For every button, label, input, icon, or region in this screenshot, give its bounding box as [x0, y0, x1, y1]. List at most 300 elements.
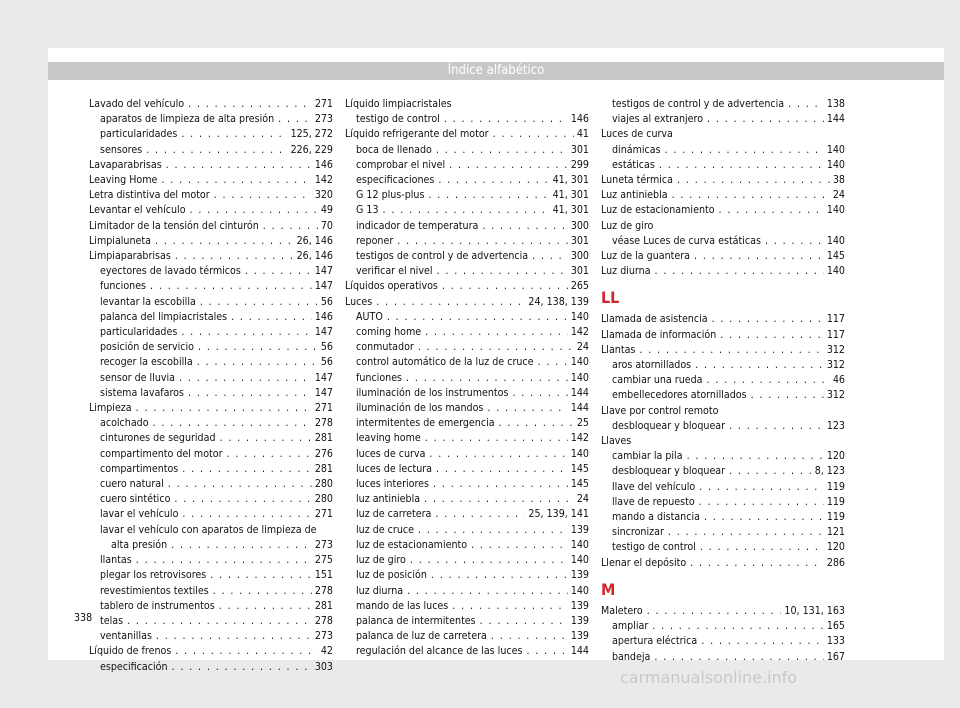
index-entry — [601, 510, 845, 525]
entry-pages: 56 — [320, 356, 333, 369]
entry-pages: 300 — [570, 250, 589, 263]
index-entry: Líquido limpiacristales — [345, 98, 452, 110]
entry-pages: 139 — [570, 599, 589, 612]
dot-leader — [424, 492, 574, 507]
entry-pages: 145 — [570, 462, 589, 475]
entry-pages: 280 — [314, 493, 333, 506]
dot-leader — [171, 660, 311, 675]
index-entry — [345, 158, 589, 173]
entry-term: especificaciones — [356, 174, 435, 187]
entry-pages: 312 — [826, 389, 845, 402]
dot-leader — [156, 629, 312, 644]
entry-pages: 140 — [570, 356, 589, 369]
dot-leader — [406, 371, 568, 386]
dot-leader — [436, 462, 568, 477]
dot-leader — [166, 158, 312, 173]
entry-pages: 56 — [320, 341, 333, 354]
index-entry — [89, 355, 333, 370]
index-entry — [89, 553, 333, 568]
index-entry — [89, 188, 333, 203]
index-entry — [345, 340, 589, 355]
entry-term: control automático de la luz de cruce — [356, 356, 534, 369]
page-number: 338 — [74, 612, 93, 624]
entry-term: Líquido de frenos — [89, 645, 172, 658]
entry-pages: 147 — [314, 280, 333, 293]
dot-leader — [214, 188, 312, 203]
entry-pages: 24 — [576, 341, 589, 354]
entry-term: testigo de control — [612, 541, 696, 554]
index-entry — [89, 507, 333, 522]
index-entry — [89, 477, 333, 492]
index-entry — [601, 495, 845, 510]
entry-pages: 265 — [570, 280, 589, 293]
entry-term: mando a distancia — [612, 511, 700, 524]
entry-pages: 140 — [570, 310, 589, 323]
index-entry — [89, 249, 333, 264]
dot-leader — [383, 203, 550, 218]
entry-term: cambiar una rueda — [612, 374, 703, 387]
entry-pages: 26, 146 — [296, 250, 333, 263]
entry-term: Luz de la guantera — [601, 250, 690, 263]
entry-term: palanca de intermitentes — [356, 614, 476, 627]
dot-leader — [480, 614, 568, 629]
entry-term: Limpiaparabrisas — [89, 250, 171, 263]
entry-term: cambiar la pila — [612, 450, 683, 463]
entry-pages: 140 — [570, 371, 589, 384]
index-entry — [345, 614, 589, 629]
index-entry — [89, 97, 333, 112]
entry-term: leaving home — [356, 432, 421, 445]
dot-leader — [665, 143, 824, 158]
watermark: carmanualsonline.info — [620, 668, 798, 687]
entry-term: aparatos de limpieza de alta presión — [100, 113, 275, 126]
dot-leader — [219, 599, 312, 614]
entry-pages: 144 — [570, 645, 589, 658]
dot-leader — [712, 312, 824, 327]
index-column-3 — [601, 97, 845, 665]
dot-leader — [227, 447, 312, 462]
entry-pages: 300 — [570, 219, 589, 232]
dot-leader — [639, 343, 823, 358]
entry-pages: 281 — [314, 599, 333, 612]
page-header: Índice alfabético — [48, 62, 944, 80]
dot-leader — [491, 629, 568, 644]
entry-term: luz de estacionamiento — [356, 538, 468, 551]
entry-term: sistema lavafaros — [100, 386, 184, 399]
index-entry — [89, 173, 333, 188]
dot-leader — [425, 325, 568, 340]
index-entry — [345, 538, 589, 553]
dot-leader — [171, 538, 312, 553]
dot-leader — [493, 127, 574, 142]
entry-term: especificación — [100, 660, 168, 673]
entry-term: testigos de control y de advertencia — [356, 250, 529, 263]
entry-pages: 120 — [826, 450, 845, 463]
dot-leader — [161, 173, 311, 188]
entry-pages: 147 — [314, 386, 333, 399]
index-entry — [345, 462, 589, 477]
index-entry — [601, 234, 845, 249]
entry-pages: 8, 123 — [814, 465, 845, 478]
dot-leader — [452, 599, 568, 614]
index-entry — [345, 416, 589, 431]
entry-term: llave del vehículo — [612, 480, 696, 493]
entry-term: cuero natural — [100, 478, 164, 491]
index-entry — [89, 295, 333, 310]
index-entry — [89, 629, 333, 644]
dot-leader — [197, 355, 318, 370]
index-entry — [345, 477, 589, 492]
entry-pages: 301 — [570, 143, 589, 156]
index-entry — [601, 358, 845, 373]
index-entry — [345, 371, 589, 386]
index-entry — [601, 634, 845, 649]
dot-leader — [213, 584, 312, 599]
entry-pages: 167 — [826, 650, 845, 663]
entry-term: levantar la escobilla — [100, 295, 196, 308]
index-entry — [345, 629, 589, 644]
entry-term: Luz de estacionamiento — [601, 204, 715, 217]
index-entry: Luz de giro — [601, 219, 654, 232]
entry-pages: 226, 229 — [290, 143, 333, 156]
index-entry — [345, 644, 589, 659]
index-entry — [601, 112, 845, 127]
entry-term: sincronizar — [612, 526, 664, 539]
dot-leader — [538, 355, 568, 370]
dot-leader — [431, 568, 568, 583]
entry-term: sensores — [100, 143, 143, 156]
index-entry — [89, 143, 333, 158]
dot-leader — [150, 279, 312, 294]
index-entry — [345, 203, 589, 218]
dot-leader — [181, 325, 312, 340]
entry-pages: 125, 272 — [290, 128, 333, 141]
entry-pages: 119 — [826, 511, 845, 524]
dot-leader — [168, 477, 312, 492]
dot-leader — [499, 416, 574, 431]
entry-pages: 24 — [576, 493, 589, 506]
index-entry — [345, 234, 589, 249]
entry-term: Maletero — [601, 604, 643, 617]
entry-pages: 139 — [570, 630, 589, 643]
dot-leader — [182, 462, 312, 477]
dot-leader — [672, 188, 830, 203]
index-column-1 — [89, 97, 333, 675]
index-entry — [601, 540, 845, 555]
entry-pages: 320 — [314, 189, 333, 202]
entry-term: testigos de control y de advertencia — [612, 98, 785, 110]
entry-term: luz de posición — [356, 569, 427, 582]
entry-pages: 275 — [314, 554, 333, 567]
entry-pages: 147 — [314, 326, 333, 339]
index-entry — [345, 127, 589, 142]
entry-pages: 140 — [826, 265, 845, 278]
dot-leader — [220, 431, 312, 446]
entry-pages: 146 — [314, 310, 333, 323]
dot-leader — [677, 173, 830, 188]
index-entry — [601, 264, 845, 279]
entry-term: ventanillas — [100, 630, 152, 643]
dot-leader — [136, 401, 312, 416]
entry-pages: 25 — [576, 417, 589, 430]
entry-term: Luz antiniebla — [601, 189, 668, 202]
entry-pages: 49 — [320, 204, 333, 217]
dot-leader — [407, 584, 568, 599]
entry-term: alta presión — [111, 538, 168, 551]
dot-leader — [729, 464, 812, 479]
dot-leader — [690, 556, 824, 571]
index-entry — [601, 97, 845, 112]
index-entry — [601, 158, 845, 173]
entry-term: Leaving Home — [89, 174, 158, 187]
entry-term: llave de repuesto — [612, 495, 695, 508]
entry-pages: 142 — [570, 326, 589, 339]
index-entry — [601, 188, 845, 203]
entry-pages: 140 — [826, 143, 845, 156]
entry-term: véase Luces de curva estáticas — [612, 234, 761, 247]
entry-term: Limitador de la tensión del cinturón — [89, 219, 259, 232]
dot-leader — [418, 523, 568, 538]
dot-leader — [668, 525, 824, 540]
index-entry — [89, 310, 333, 325]
index-entry — [601, 619, 845, 634]
index-entry — [601, 373, 845, 388]
index-entry — [601, 525, 845, 540]
entry-pages: 38 — [832, 174, 845, 187]
dot-leader — [719, 203, 824, 218]
dot-leader — [174, 492, 311, 507]
entry-pages: 119 — [826, 480, 845, 493]
entry-term: Llenar el depósito — [601, 556, 687, 569]
entry-pages: 145 — [570, 478, 589, 491]
index-entry — [89, 584, 333, 599]
index-entry — [89, 568, 333, 583]
entry-pages: 278 — [314, 417, 333, 430]
dot-leader — [482, 219, 567, 234]
entry-term: plegar los retrovisores — [100, 569, 207, 582]
entry-pages: 117 — [826, 328, 845, 341]
entry-pages: 26, 146 — [296, 234, 333, 247]
dot-leader — [418, 340, 574, 355]
index-entry — [89, 644, 333, 659]
entry-pages: 301 — [570, 234, 589, 247]
index-entry — [345, 249, 589, 264]
dot-leader — [659, 158, 824, 173]
entry-pages: 41 — [576, 128, 589, 141]
entry-pages: 70 — [320, 219, 333, 232]
entry-pages: 151 — [314, 569, 333, 582]
dot-leader — [526, 644, 567, 659]
index-entry — [601, 312, 845, 327]
entry-term: Limpialuneta — [89, 234, 151, 247]
entry-term: boca de llenado — [356, 143, 432, 156]
dot-leader — [190, 203, 318, 218]
entry-term: indicador de temperatura — [356, 219, 479, 232]
dot-leader — [654, 650, 823, 665]
index-entry — [89, 401, 333, 416]
dot-leader — [695, 358, 824, 373]
entry-pages: 301 — [570, 265, 589, 278]
index-entry — [345, 507, 589, 522]
entry-term: compartimentos — [100, 462, 179, 475]
entry-pages: 312 — [826, 359, 845, 372]
entry-pages: 273 — [314, 113, 333, 126]
entry-pages: 271 — [314, 508, 333, 521]
entry-term: intermitentes de emergencia — [356, 417, 495, 430]
dot-leader — [765, 234, 824, 249]
entry-term: bandeja — [612, 650, 651, 663]
index-entry — [345, 431, 589, 446]
entry-pages: 140 — [826, 234, 845, 247]
entry-pages: 139 — [570, 523, 589, 536]
entry-pages: 142 — [314, 174, 333, 187]
entry-pages: 147 — [314, 265, 333, 278]
index-entry — [345, 584, 589, 599]
index-entry — [89, 279, 333, 294]
section-letter-m: M — [601, 579, 616, 599]
entry-term: testigo de control — [356, 113, 440, 126]
dot-leader — [699, 495, 824, 510]
dot-leader — [410, 553, 568, 568]
index-entry — [601, 419, 845, 434]
entry-term: iluminación de los instrumentos — [356, 386, 509, 399]
section-letter-ll: LL — [601, 288, 620, 308]
entry-term: particularidades — [100, 326, 178, 339]
entry-term: Luz diurna — [601, 265, 651, 278]
dot-leader — [532, 249, 568, 264]
dot-leader — [700, 540, 824, 555]
entry-term: luz de carretera — [356, 508, 432, 521]
dot-leader — [438, 173, 549, 188]
entry-term: Líquido refrigerante del motor — [345, 128, 489, 141]
index-entry — [345, 492, 589, 507]
entry-term: sensor de lluvia — [100, 371, 176, 384]
index-column-2 — [345, 97, 589, 660]
entry-pages: 147 — [314, 371, 333, 384]
entry-term: eyectores de lavado térmicos — [100, 265, 241, 278]
index-entry — [601, 328, 845, 343]
dot-leader — [146, 143, 287, 158]
entry-pages: 281 — [314, 432, 333, 445]
dot-leader — [127, 614, 312, 629]
entry-pages: 144 — [826, 113, 845, 126]
dot-leader — [376, 295, 525, 310]
entry-term: palanca de luz de carretera — [356, 630, 487, 643]
entry-pages: 117 — [826, 313, 845, 326]
dot-leader — [210, 568, 312, 583]
dot-leader — [245, 264, 312, 279]
entry-pages: 41, 301 — [552, 189, 589, 202]
entry-pages: 144 — [570, 402, 589, 415]
index-entry — [89, 158, 333, 173]
entry-term: estáticas — [612, 158, 655, 171]
index-entry — [89, 127, 333, 142]
dot-leader — [175, 644, 318, 659]
entry-term: particularidades — [100, 128, 178, 141]
index-entry — [345, 401, 589, 416]
entry-pages: 140 — [570, 554, 589, 567]
entry-pages: 165 — [826, 620, 845, 633]
entry-pages: 312 — [826, 343, 845, 356]
index-entry — [601, 604, 845, 619]
index-entry — [89, 447, 333, 462]
entry-term: luces interiores — [356, 478, 429, 491]
index-entry — [601, 143, 845, 158]
index-entry: lavar el vehículo con aparatos de limpieza de — [100, 523, 317, 536]
dot-leader — [444, 112, 568, 127]
entry-pages: 120 — [826, 541, 845, 554]
dot-leader — [694, 249, 824, 264]
entry-term: funciones — [356, 371, 403, 384]
index-entry — [601, 249, 845, 264]
entry-term: cuero sintético — [100, 493, 171, 506]
index-entry — [89, 431, 333, 446]
index-entry — [89, 340, 333, 355]
entry-term: recoger la escobilla — [100, 356, 193, 369]
entry-pages: 278 — [314, 614, 333, 627]
entry-term: desbloquear y bloquear — [612, 465, 726, 478]
entry-pages: 41, 301 — [552, 174, 589, 187]
dot-leader — [433, 477, 568, 492]
index-entry — [89, 538, 333, 553]
index-entry — [345, 173, 589, 188]
entry-term: coming home — [356, 326, 422, 339]
index-entry — [345, 523, 589, 538]
dot-leader — [704, 510, 824, 525]
entry-pages: 140 — [826, 204, 845, 217]
entry-term: Lavado del vehículo — [89, 98, 185, 110]
entry-term: Luces — [345, 295, 373, 308]
dot-leader — [435, 507, 525, 522]
index-entry — [345, 386, 589, 401]
index-entry — [601, 203, 845, 218]
dot-leader — [428, 188, 549, 203]
entry-pages: 140 — [570, 447, 589, 460]
entry-pages: 140 — [570, 584, 589, 597]
entry-pages: 281 — [314, 462, 333, 475]
dot-leader — [652, 619, 824, 634]
entry-pages: 146 — [314, 158, 333, 171]
dot-leader — [182, 507, 311, 522]
index-entry — [345, 355, 589, 370]
entry-pages: 280 — [314, 478, 333, 491]
dot-leader — [425, 431, 568, 446]
dot-leader — [655, 264, 824, 279]
entry-pages: 142 — [570, 432, 589, 445]
dot-leader — [179, 371, 312, 386]
entry-pages: 271 — [314, 402, 333, 415]
index-entry — [89, 614, 333, 629]
dot-leader — [278, 112, 312, 127]
dot-leader — [188, 97, 312, 112]
entry-pages: 139 — [570, 614, 589, 627]
entry-pages: 140 — [826, 158, 845, 171]
dot-leader — [647, 604, 782, 619]
entry-term: funciones — [100, 280, 147, 293]
index-entry — [89, 599, 333, 614]
entry-term: desbloquear y bloquear — [612, 419, 726, 432]
dot-leader — [751, 388, 824, 403]
entry-term: iluminación de los mandos — [356, 402, 484, 415]
entry-pages: 146 — [570, 113, 589, 126]
index-entry — [345, 188, 589, 203]
entry-term: Limpieza — [89, 402, 132, 415]
dot-leader — [397, 234, 568, 249]
index-entry: Llaves — [601, 435, 632, 448]
dot-leader — [442, 279, 568, 294]
dot-leader — [707, 112, 824, 127]
entry-term: apertura eléctrica — [612, 635, 698, 648]
